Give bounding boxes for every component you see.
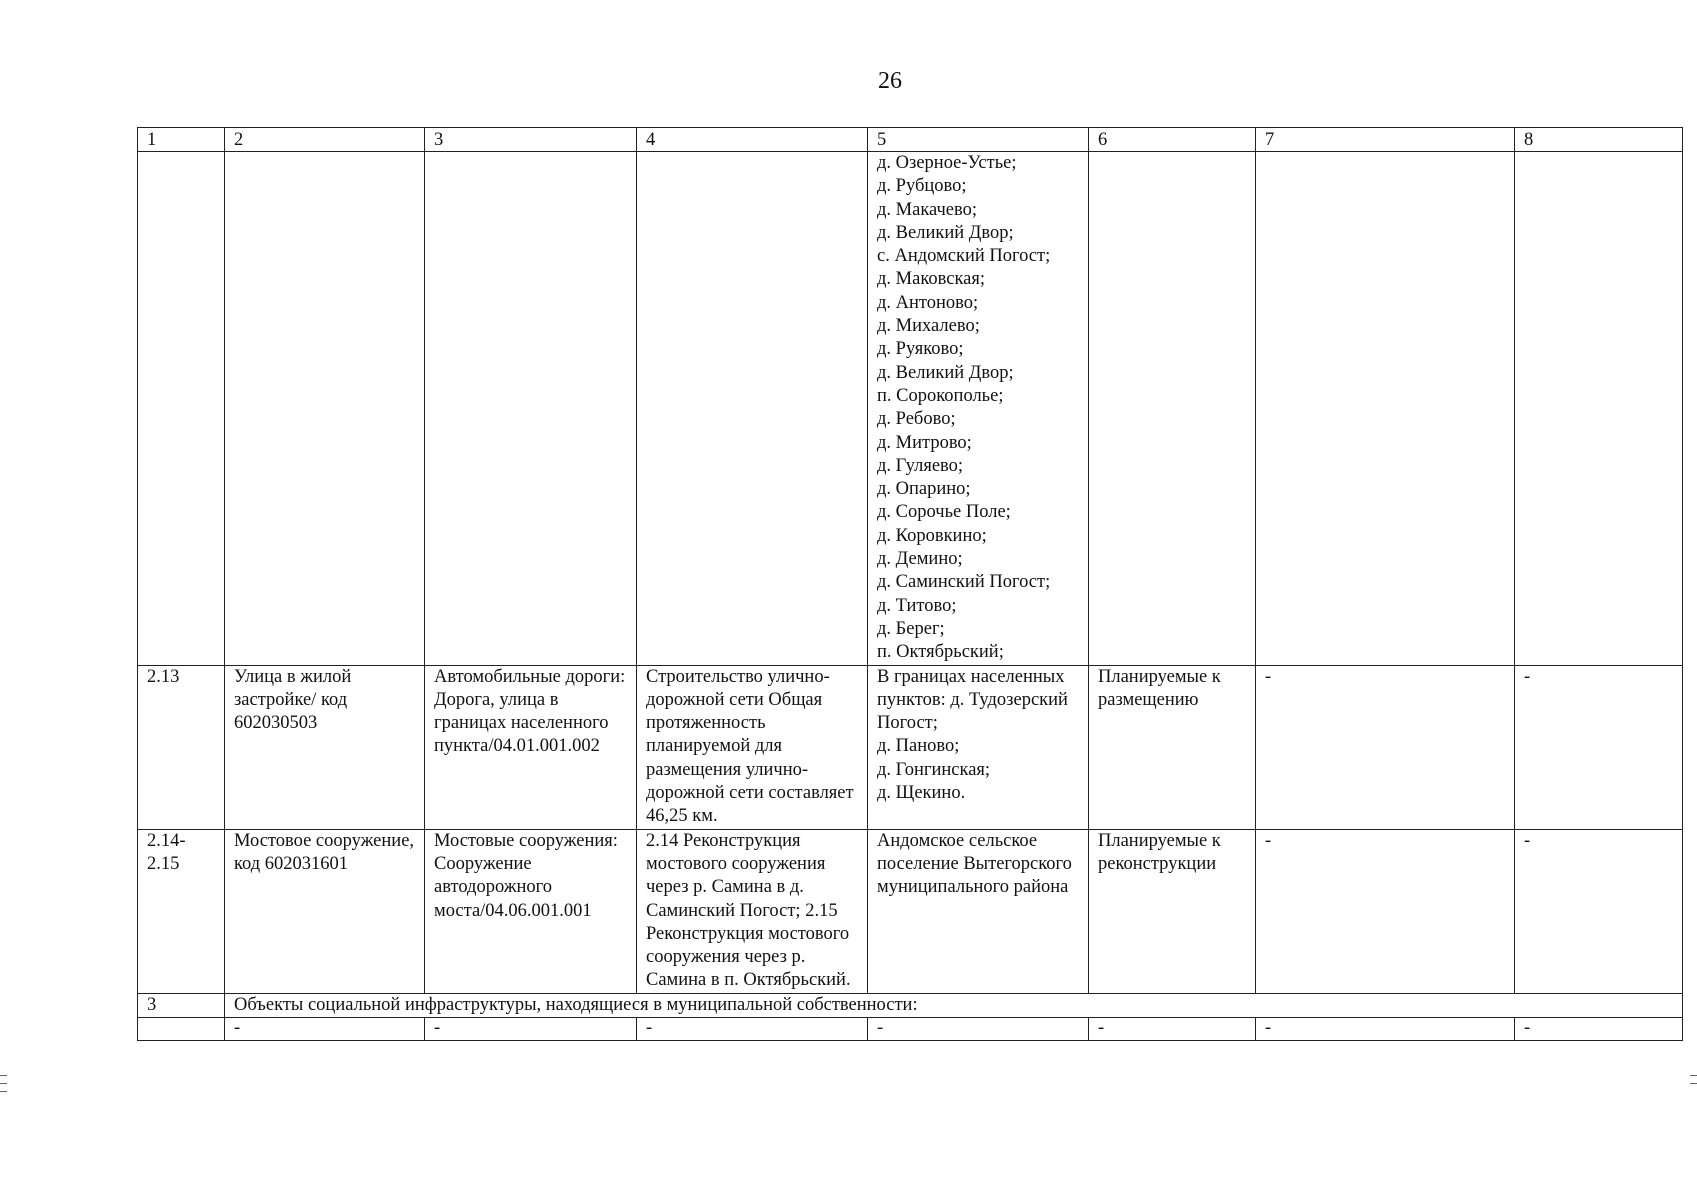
header-cell: 4 xyxy=(637,128,868,152)
header-cell: 1 xyxy=(138,128,225,152)
table-cell: - xyxy=(225,1017,425,1040)
location-line: д. Гонгинская; xyxy=(877,759,991,780)
header-cell: 8 xyxy=(1515,128,1683,152)
table-row xyxy=(138,829,1683,993)
table-cell: - xyxy=(1256,665,1515,829)
row-number: 2.14-2.15 xyxy=(138,829,225,993)
scan-edge-mark xyxy=(0,1091,7,1092)
settlement-item: п. Октябрьский; xyxy=(877,642,1004,663)
table-cell: - xyxy=(1089,1017,1256,1040)
object-location xyxy=(868,665,1089,829)
settlement-item: д. Гуляево; xyxy=(877,455,964,476)
table-cell xyxy=(138,152,225,666)
object-description: Строительство улично-дорожной сети Общая протяженность планируемой для размещения улично-дорожной сети составляет 46,25 км. xyxy=(637,665,868,829)
table-cell xyxy=(1089,152,1256,666)
header-cell: 3 xyxy=(425,128,637,152)
header-cell: 7 xyxy=(1256,128,1515,152)
table-cell: - xyxy=(637,1017,868,1040)
settlement-item: д. Рубцово; xyxy=(877,176,967,197)
settlement-item: д. Титово; xyxy=(877,595,957,616)
settlement-item: д. Озерное-Устье; xyxy=(877,153,1017,173)
location-line: Андомское сельское поселение Вытегорского муниципального района xyxy=(877,830,1072,898)
settlement-item: д. Коровкино; xyxy=(877,525,987,546)
object-location xyxy=(868,829,1089,993)
settlement-item: д. Великий Двор; xyxy=(877,222,1014,243)
object-status: Планируемые к размещению xyxy=(1089,665,1256,829)
settlement-item: д. Михалево; xyxy=(877,316,980,337)
object-name: Улица в жилой застройке/ код 602030503 xyxy=(225,665,425,829)
table-cell: - xyxy=(425,1017,637,1040)
object-type: Мостовые сооружения: Сооружение автодорожного моста/04.06.001.001 xyxy=(425,829,637,993)
table-cell: - xyxy=(1256,1017,1515,1040)
page-number: 26 xyxy=(878,68,902,94)
section-title: Объекты социальной инфраструктуры, находящиеся в муниципальной собственности: xyxy=(225,993,1683,1017)
scan-edge-mark xyxy=(0,1083,7,1084)
table-cell xyxy=(138,1017,225,1040)
table-row xyxy=(138,1017,1683,1040)
section-number: 3 xyxy=(138,993,225,1017)
header-cell: 6 xyxy=(1089,128,1256,152)
settlement-item: д. Великий Двор; xyxy=(877,362,1014,383)
table-cell xyxy=(637,152,868,666)
table-cell: - xyxy=(1515,665,1683,829)
settlement-item: д. Сорочье Поле; xyxy=(877,502,1011,523)
section-row xyxy=(138,993,1683,1017)
settlement-item: д. Опарино; xyxy=(877,479,971,500)
location-line: д. Паново; xyxy=(877,736,960,757)
row-number: 2.13 xyxy=(138,665,225,829)
settlements-list xyxy=(868,152,1089,666)
header-cell: 2 xyxy=(225,128,425,152)
location-line: В границах населенных пунктов: д. Тудозерский Погост; xyxy=(877,666,1068,734)
object-status: Планируемые к реконструкции xyxy=(1089,829,1256,993)
settlement-item: д. Макачево; xyxy=(877,199,978,220)
settlement-item: с. Андомский Погост; xyxy=(877,246,1051,267)
scan-edge-mark xyxy=(1690,1083,1697,1084)
object-type: Автомобильные дороги: Дорога, улица в границах населенного пункта/04.01.001.002 xyxy=(425,665,637,829)
object-description: 2.14 Реконструкция мостового сооружения через р. Самина в д. Саминский Погост; 2.15 Реконструкция мостового сооружения через р. Самина в п. Октябрьский. xyxy=(637,829,868,993)
settlement-item: д. Руяково; xyxy=(877,339,964,360)
location-line: д. Щекино. xyxy=(877,783,966,804)
scan-edge-mark xyxy=(1690,1075,1697,1076)
settlement-item: д. Ребово; xyxy=(877,409,956,430)
header-cell: 5 xyxy=(868,128,1089,152)
settlement-item: д. Антоново; xyxy=(877,292,979,313)
settlement-item: д. Саминский Погост; xyxy=(877,572,1051,593)
table-cell: - xyxy=(868,1017,1089,1040)
settlement-item: п. Сорокополье; xyxy=(877,385,1004,406)
table-row xyxy=(138,665,1683,829)
settlement-item: д. Демино; xyxy=(877,549,963,570)
settlement-item: д. Маковская; xyxy=(877,269,986,290)
table-cell: - xyxy=(1256,829,1515,993)
table-cell xyxy=(225,152,425,666)
infrastructure-table xyxy=(137,127,1683,1041)
table-cell: - xyxy=(1515,1017,1683,1040)
settlement-item: д. Митрово; xyxy=(877,432,972,453)
header-row xyxy=(138,128,1683,152)
table-cell xyxy=(425,152,637,666)
object-name: Мостовое сооружение, код 602031601 xyxy=(225,829,425,993)
table-cell xyxy=(1515,152,1683,666)
continuation-row xyxy=(138,152,1683,666)
scan-edge-mark xyxy=(0,1075,7,1076)
settlement-item: д. Берег; xyxy=(877,618,945,639)
table-cell xyxy=(1256,152,1515,666)
table-cell: - xyxy=(1515,829,1683,993)
